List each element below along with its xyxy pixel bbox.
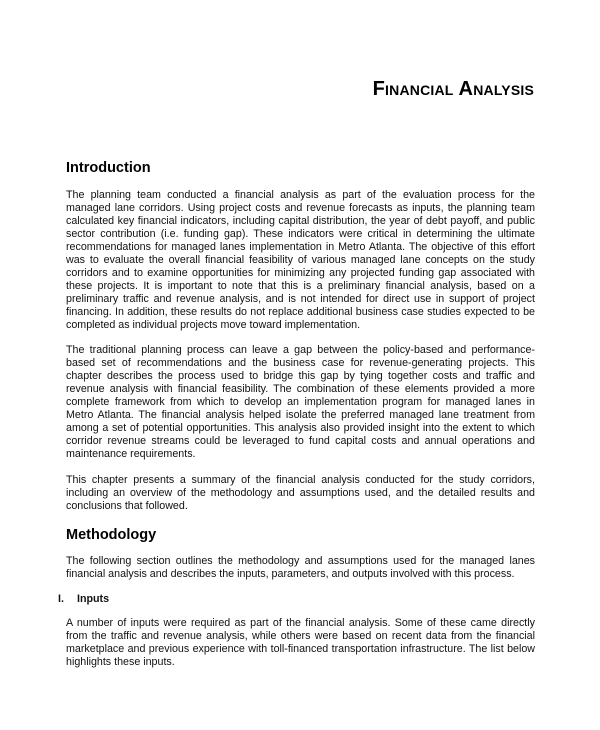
methodology-intro-paragraph: The following section outlines the methodology and assumptions used for the managed lanes financial analysis and describes the inputs, parameters, and outputs involved with this process. — [66, 554, 535, 580]
intro-paragraph-2: The traditional planning process can leave a gap between the policy-based and performance-based set of recommendations and the business case for revenue-generating projects. This chapter describes the process used to bridge this gap by tying together costs and traffic and revenue analysis with financial feasibility. The combination of these elements provided a more complete framework from which to develop an implementation program for managed lanes in Metro Atlanta. The financial analysis helped isolate the preferred managed lane treatment from among a set of potential opportunities. This analysis also provided insight into the extent to which corridor revenue streams could be leveraged to fund capital costs and annual operations and maintenance requirements. — [66, 344, 535, 461]
document-body — [58, 160, 535, 669]
introduction-heading: Introduction — [66, 160, 151, 176]
intro-paragraph-3: This chapter presents a summary of the financial analysis conducted for the study corridors, including an overview of the methodology and assumptions used, and the detailed results and conclusions that followed. — [66, 474, 535, 512]
document-title: Financial Analysis — [372, 78, 534, 100]
methodology-heading: Methodology — [66, 526, 157, 543]
inputs-subheading — [58, 593, 535, 605]
inputs-paragraph: A number of inputs were required as part of the financial analysis. Some of these came directly from the traffic and revenue analysis, while others were based on recent data from the financial marketplace and previous experience with toll-financed transportation infrastructure. The list below highlights these inputs. — [66, 616, 535, 668]
intro-paragraph-1: The planning team conducted a financial analysis as part of the evaluation process for the managed lane corridors. Using project costs and revenue forecasts as inputs, the planning team calculated key financial indicators, including capital distribution, the year of debt payoff, and public sector contribution (i.e. funding gap). These indicators were critical in determining the ultimate recommendations for managed lanes implementation in Metro Atlanta. The objective of this effort was to evaluate the overall financial feasibility of various managed lane concepts on the study corridors and to examine opportunities for minimizing any projected funding gap associated with these projects. It is important to note that this is a preliminary financial analysis, based on a preliminary traffic and revenue analysis, and is not intended for direct use in support of project financing. In addition, these results do not replace additional business case studies expected to be completed as individual projects move toward implementation. — [66, 189, 535, 331]
subsection-title: Inputs — [77, 592, 110, 605]
subsection-number: I. — [58, 592, 64, 605]
